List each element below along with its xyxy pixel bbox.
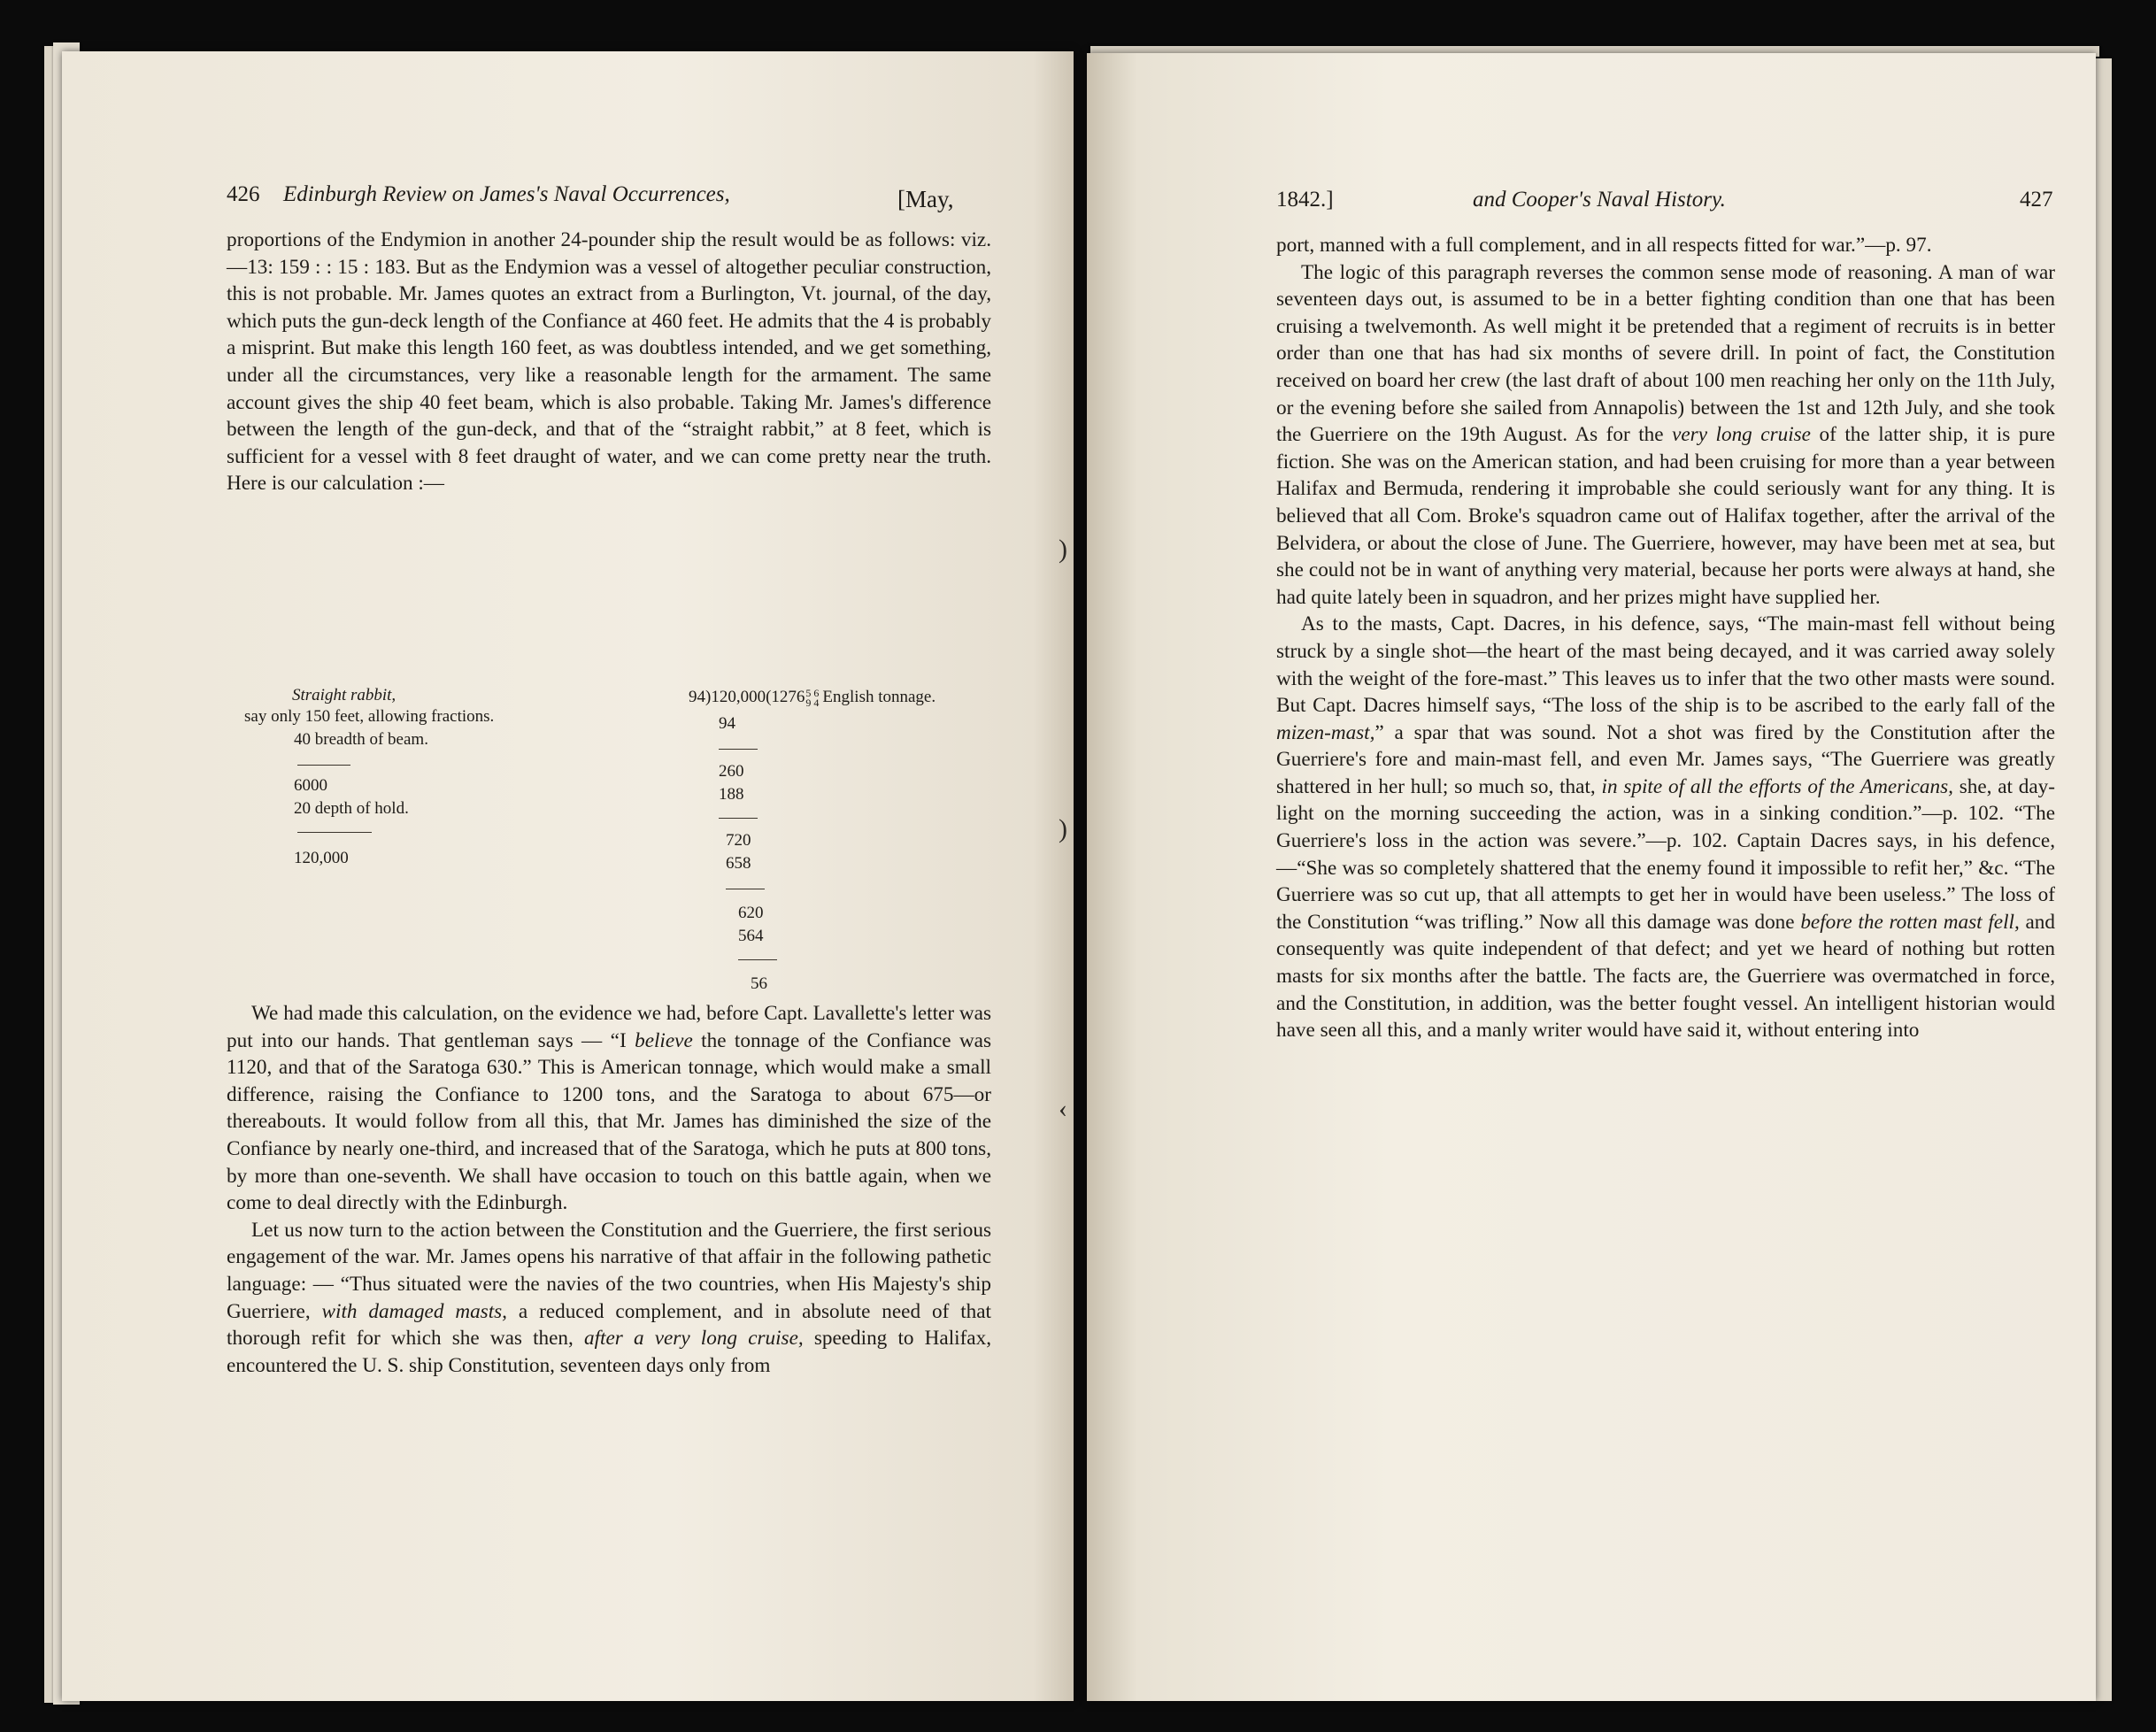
calc-step-564: 564	[738, 927, 764, 945]
calc-depth-line: 20 depth of hold.	[294, 799, 409, 818]
left-para2-italic-believe: believe	[635, 1028, 693, 1052]
right-para3-part-d: and consequently was quite independent of that defect; and yet we heard of nothing but rotten masts for six months after the battle. The facts are, the Guerriere was overmatched in force, and the Constitution, in addition, was the better fought vessel. An intelligent historian would have seen all this, and a manly writer would have said it, without entering into	[1276, 910, 2055, 1043]
stitch-mark-1: )	[1059, 535, 1067, 564]
calc-step-620: 620	[738, 904, 764, 922]
right-para3-part-c: she, at day-light on the morning succeeding the action, was in a sinking condition.”—p. 102. “The Guerriere's loss in the action was severe.”—p. 102. Captain Dacres says, in his defence,—“She was so completely shattered that the enemy found it impossible to refit her,” &c. “The Guerriere was so cut up, that all attempts to get her in would have been useless.” The loss of the Constitution “was trifling.” Now all this damage was done	[1276, 774, 2055, 934]
left-running-title-date: [May,	[897, 186, 954, 212]
left-para3-italic-long-cruise: after a very long cruise,	[583, 1327, 804, 1351]
stitch-mark-5: ‹	[1059, 1094, 1067, 1123]
left-para2-part-a: We had made this calculation, on the evidence we had, before Capt. Lavallette's letter was put into our hands. That gentleman says — “I	[227, 1002, 991, 1052]
right-para3-italic-efforts: in spite of all the efforts of the Americans,	[1601, 774, 1953, 798]
calc-straight-rabbit: Straight rabbit,	[292, 686, 397, 704]
right-running-title: and Cooper's Naval History.	[1473, 188, 1726, 212]
right-para2-part-b: of the latter ship, it is pure fiction. She was on the American station, and had been cruising for more than a year between Halifax and Bermuda, rendering it improbable she could seriously want for any thing. It is believed that all Com. Broke's squadron came out of Halifax together, after the arrival of the Belvidera, or about the close of June. The Guerriere, however, may have been met at sea, but she could not be in want of anything very material, because her ports were always at hand, she had quite lately been in squadron, and her prizes might have supplied her.	[1276, 423, 2056, 609]
right-para2-italic-long-cruise: very long cruise	[1672, 423, 1811, 447]
left-paragraph-1: proportions of the Endymion in another 24-pounder ship the result would be as follows: viz.—13: 159 : : 15 : 183. But as the Endymion was a vessel of altogether peculiar construction, this is not probable. Mr. James quotes an extract from a Burlington, Vt. journal, of the day, which puts the gun-deck length of the Confiance at 460 feet. He admits that the 4 is probably a misprint. But make this length 160 feet, as was doubtless intended, and we get something, under all the circumstances, very like a reasonable length for the armament. The same account gives the ship 40 feet beam, which is also probable. Taking Mr. James's difference between the length of the gun-deck, and that of the “straight rabbit,” at 8 feet, which is sufficient for a vessel with 8 feet draught of water, and we can come pretty near the truth. Here is our calculation :—	[227, 228, 991, 496]
right-para3-part-a: As to the masts, Capt. Dacres, in his defence, says, “The main-mast fell without being struck by a single shot—the heart of the mast being decayed, and it was carried away solely with the weight of the fore-mast.” This leaves us to infer that the two other masts were sound. But Capt. Dacres himself says, “The loss of the ship is to be ascribed to the early fall of the	[1276, 612, 2055, 718]
right-para2-part-a: The logic of this paragraph reverses the common sense mode of reasoning. A man of war seventeen days out, is assumed to be in a better fighting condition than one that has been cruising a twelvemonth. As well might it be pretended that a regiment of recruits is in better order than one that has had six months of severe drill. In point of fact, the Constitution received on board her crew (the last draft of about 100 men reaching her only on the 11th July, or the evening before she sailed from Annapolis) between the 1st and 12th July, and she took the Guerriere on the 19th August. As for the	[1276, 260, 2055, 447]
left-para-top	[227, 227, 991, 497]
calc-rule-left-2	[297, 832, 372, 833]
right-paragraph-3	[1276, 611, 2055, 1044]
right-page	[1087, 53, 2096, 1701]
calc-division-line	[689, 687, 936, 708]
left-para3-part-c: speeding to Halifax, encountered the U. S. ship Constitution, seventeen days only from	[227, 1327, 991, 1377]
calc-step-56: 56	[751, 974, 767, 993]
calc-6000: 6000	[294, 776, 327, 795]
right-page-text	[1276, 232, 2055, 1044]
right-para3-italic-rotten-mast: before the rotten mast fell,	[1800, 910, 2020, 934]
calc-fraction-numerator: 5 6	[805, 686, 820, 699]
right-paragraph-2	[1276, 259, 2055, 612]
calc-rule-right-4	[738, 959, 777, 960]
calc-rule-right-1	[719, 749, 758, 750]
tonnage-calculation	[227, 685, 997, 998]
calc-length-line: say only 150 feet, allowing fractions.	[244, 707, 495, 726]
calc-step-720: 720	[726, 831, 751, 850]
left-para-mid	[227, 1000, 991, 1379]
calc-fraction-denominator: 9 4	[805, 696, 820, 709]
stitch-mark-3: )	[1059, 814, 1067, 843]
calc-english-tonnage: English tonnage.	[822, 688, 936, 706]
left-para3-part-a: Let us now turn to the action between the Constitution and the Guerriere, the first serious engagement of the war. Mr. James opens his narrative of that affair in the following pathetic language: — “Thus situated were the navies of the two countries, when His Majesty's ship Guerriere,	[227, 1218, 991, 1323]
left-para3-italic-damaged-masts: with damaged masts,	[321, 1299, 507, 1323]
left-running-title: Edinburgh Review on James's Naval Occurrences,	[283, 182, 730, 206]
left-para2-part-b: the tonnage of the Confiance was 1120, and that of the Saratoga 630.” This is American tonnage, which would make a small difference, raising the Confiance to 1200 tons, and the Saratoga to about 675—or thereabouts. It would follow from all this, that Mr. James has diminished the size of the Confiance by nearly one-third, and increased that of the Saratoga, which he puts at 800 tons, by more than one-seventh. We shall have occasion to touch on this battle again, when we come to deal directly with the Edinburgh.	[227, 1028, 991, 1215]
calc-step-260: 260	[719, 762, 744, 781]
calc-breadth-line: 40 breadth of beam.	[294, 730, 428, 749]
calc-step-188: 188	[719, 785, 744, 804]
right-paragraph-1: port, manned with a full complement, and in all respects fitted for war.”—p. 97.	[1276, 234, 1932, 257]
calc-step-658: 658	[726, 854, 751, 873]
left-paragraph-3	[227, 1217, 991, 1380]
right-para3-part-b: ” a spar that was sound. Not a shot was fired by the Constitution after the Guerriere's fore and main-mast fell, and even Mr. James says, “The Guerriere was greatly shattered in her hull; so much so, that,	[1276, 720, 2055, 798]
right-page-number: 427	[2020, 188, 2053, 212]
calc-rule-right-2	[719, 818, 758, 819]
left-page-number: 426	[227, 182, 260, 206]
left-para3-part-b: a reduced complement, and in absolute need of that thorough refit for which she was then,	[227, 1299, 991, 1351]
calc-120000: 120,000	[294, 849, 349, 867]
calc-rule-left-1	[297, 765, 350, 766]
calc-fraction	[805, 686, 820, 709]
left-page	[62, 51, 1074, 1701]
calc-division: 94)120,000(1276	[689, 688, 805, 706]
left-paragraph-2	[227, 1000, 991, 1217]
calc-step-94: 94	[719, 714, 735, 733]
right-running-title-date: 1842.]	[1276, 188, 1334, 212]
right-para3-italic-mizen-mast: mizen-mast,	[1276, 720, 1375, 744]
